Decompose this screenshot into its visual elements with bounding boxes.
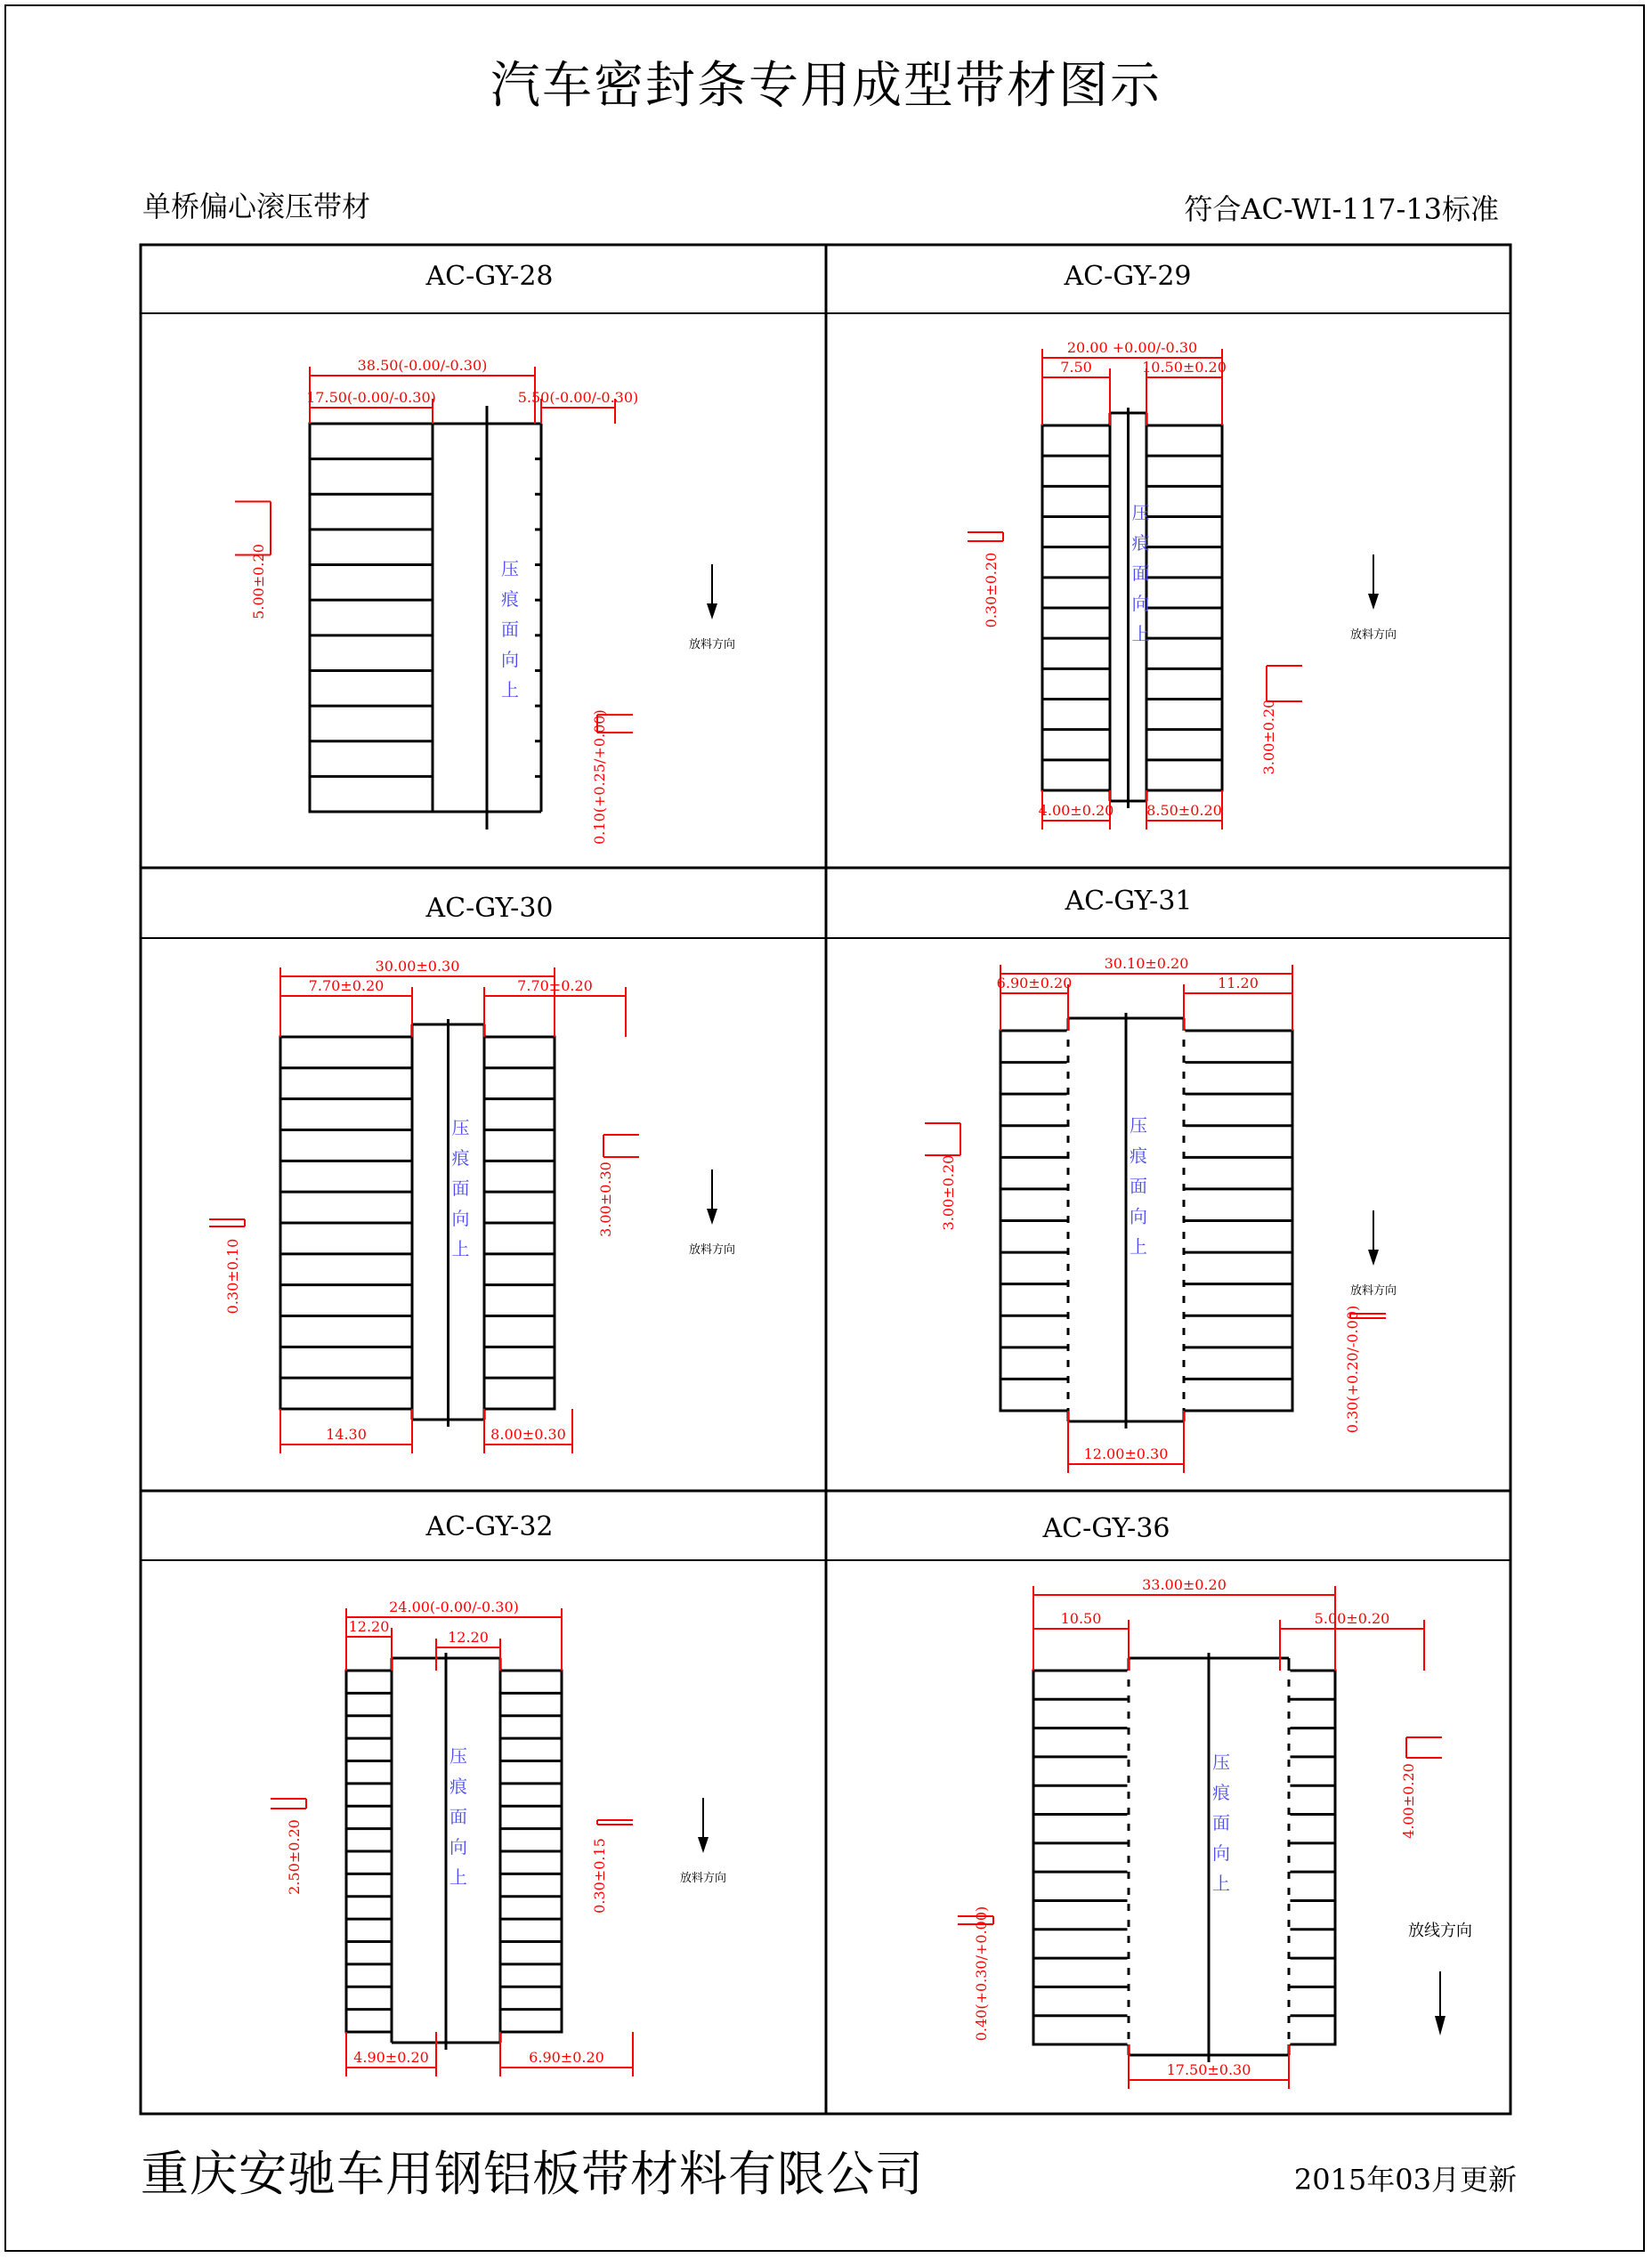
drawing-panel-ac-gy-29 <box>968 261 1397 830</box>
note-char: 面 <box>1131 562 1150 584</box>
dimension-label: 38.50(-0.00/-0.30) <box>357 357 488 374</box>
dimension-label: 3.00±0.20 <box>1260 699 1277 775</box>
dimension-label: 3.00±0.30 <box>597 1161 614 1237</box>
dimension-label: 8.00±0.30 <box>490 1426 566 1443</box>
update-date: 2015年03月更新 <box>1293 2163 1517 2197</box>
note-char: 上 <box>1212 1873 1230 1894</box>
arrow-head <box>1435 2016 1446 2035</box>
dimension-label: 4.90±0.20 <box>353 2049 429 2066</box>
model-label: AC-GY-31 <box>1065 886 1193 917</box>
note-char: 痕 <box>449 1776 467 1797</box>
drawing-panel-ac-gy-30 <box>209 893 735 1453</box>
direction-label: 放料方向 <box>1349 628 1397 642</box>
dimension-label: 17.50(-0.00/-0.30) <box>306 389 436 406</box>
drawing-panel-ac-gy-28 <box>235 261 735 845</box>
dimension-label: 0.30±0.15 <box>591 1838 608 1914</box>
dimension-label: 0.30±0.20 <box>983 552 1000 628</box>
arrow-head <box>1368 594 1379 610</box>
direction-label: 放料方向 <box>688 638 736 652</box>
note-char: 向 <box>449 1836 467 1857</box>
dimension-label: 7.70±0.20 <box>308 977 385 994</box>
note-char: 向 <box>1212 1842 1230 1864</box>
dimension-label: 7.50 <box>1060 359 1092 376</box>
dimension-label: 12.00±0.30 <box>1083 1445 1169 1462</box>
note-char: 痕 <box>501 588 519 610</box>
note-char: 面 <box>451 1178 470 1199</box>
dimension-label: 4.00±0.20 <box>1038 802 1114 819</box>
direction-label: 放料方向 <box>1349 1284 1397 1298</box>
arrow-head <box>707 1209 717 1225</box>
direction-label: 放线方向 <box>1408 1922 1472 1940</box>
dimension-label: 0.30(+0.20/-0.00) <box>1344 1305 1361 1434</box>
dimension-label: 30.10±0.20 <box>1104 955 1189 972</box>
note-char: 压 <box>451 1117 470 1138</box>
dimension-label: 2.50±0.20 <box>286 1819 303 1895</box>
direction-label: 放料方向 <box>679 1872 727 1885</box>
dimension-label: 10.50 <box>1060 1610 1102 1627</box>
company-name: 重庆安驰车用钢铝板带材料有限公司 <box>141 2146 924 2202</box>
note-char: 向 <box>1131 593 1150 614</box>
note-char: 痕 <box>1131 532 1150 554</box>
note-char: 压 <box>449 1745 467 1767</box>
dimension-label: 17.50±0.30 <box>1166 2061 1251 2078</box>
drawing-panel-ac-gy-36 <box>958 1513 1472 2089</box>
note-char: 痕 <box>1212 1782 1230 1803</box>
note-char: 上 <box>451 1238 470 1259</box>
note-char: 上 <box>1131 623 1150 644</box>
note-char: 向 <box>1130 1205 1147 1227</box>
arrow-head <box>707 603 717 619</box>
dimension-label: 12.20 <box>348 1618 390 1635</box>
note-char: 压 <box>1130 1114 1147 1137</box>
note-char: 上 <box>501 679 519 700</box>
dimension-label: 24.00(-0.00/-0.30) <box>389 1598 519 1615</box>
strip-right <box>1289 1671 1335 2044</box>
dimension-label: 4.00±0.20 <box>1400 1763 1417 1839</box>
page-title: 汽车密封条专用成型带材图示 <box>490 57 1162 115</box>
model-label: AC-GY-32 <box>425 1511 554 1542</box>
dimension-label: 6.90±0.20 <box>996 975 1073 991</box>
strip-left <box>1033 1671 1129 2044</box>
dimension-label: 11.20 <box>1218 975 1259 991</box>
dimension-label: 7.70±0.20 <box>517 977 593 994</box>
dimension-label: 5.50(-0.00/-0.30) <box>517 389 639 406</box>
model-label: AC-GY-28 <box>425 261 554 292</box>
model-label: AC-GY-30 <box>425 893 554 924</box>
note-char: 上 <box>449 1866 467 1888</box>
note-char: 上 <box>1130 1235 1147 1258</box>
strip-left <box>310 424 433 812</box>
dimension-label: 0.30±0.10 <box>224 1238 241 1315</box>
note-char: 痕 <box>451 1147 470 1169</box>
model-label: AC-GY-36 <box>1042 1513 1170 1544</box>
drawing-panel-ac-gy-32 <box>271 1511 726 2076</box>
drawing-panel-ac-gy-31 <box>925 886 1397 1473</box>
dimension-label: 5.00±0.20 <box>250 544 267 619</box>
dimension-label: 3.00±0.20 <box>940 1154 957 1231</box>
note-char: 面 <box>1212 1812 1230 1833</box>
dimension-label: 20.00 +0.00/-0.30 <box>1066 339 1198 356</box>
dimension-label: 5.00±0.20 <box>1314 1610 1390 1627</box>
arrow-head <box>698 1837 709 1853</box>
dimension-label: 8.50±0.20 <box>1146 802 1222 819</box>
dimension-label: 0.10(+0.25/+0.00) <box>591 709 608 845</box>
dimension-label: 6.90±0.20 <box>529 2049 604 2066</box>
standard-label: 符合AC-WI-117-13标准 <box>1184 192 1499 226</box>
note-char: 压 <box>1212 1752 1230 1773</box>
note-char: 向 <box>451 1208 470 1229</box>
note-char: 面 <box>449 1806 467 1827</box>
note-char: 压 <box>501 558 519 579</box>
note-char: 面 <box>1130 1175 1147 1197</box>
dimension-label: 12.20 <box>448 1629 489 1646</box>
note-char: 向 <box>501 649 519 670</box>
dimension-label: 30.00±0.30 <box>375 958 460 975</box>
note-char: 压 <box>1131 502 1150 523</box>
direction-label: 放料方向 <box>688 1243 736 1257</box>
dimension-label: 10.50±0.20 <box>1142 359 1227 376</box>
dimension-label: 0.40(+0.30/+0.00) <box>973 1906 990 2042</box>
dimension-label: 14.30 <box>326 1426 367 1443</box>
note-char: 面 <box>501 619 519 640</box>
dimension-label: 33.00±0.20 <box>1142 1576 1227 1593</box>
note-char: 痕 <box>1130 1145 1147 1167</box>
strip-type-label: 单桥偏心滚压带材 <box>142 190 371 223</box>
arrow-head <box>1368 1250 1379 1266</box>
model-label: AC-GY-29 <box>1064 261 1192 292</box>
